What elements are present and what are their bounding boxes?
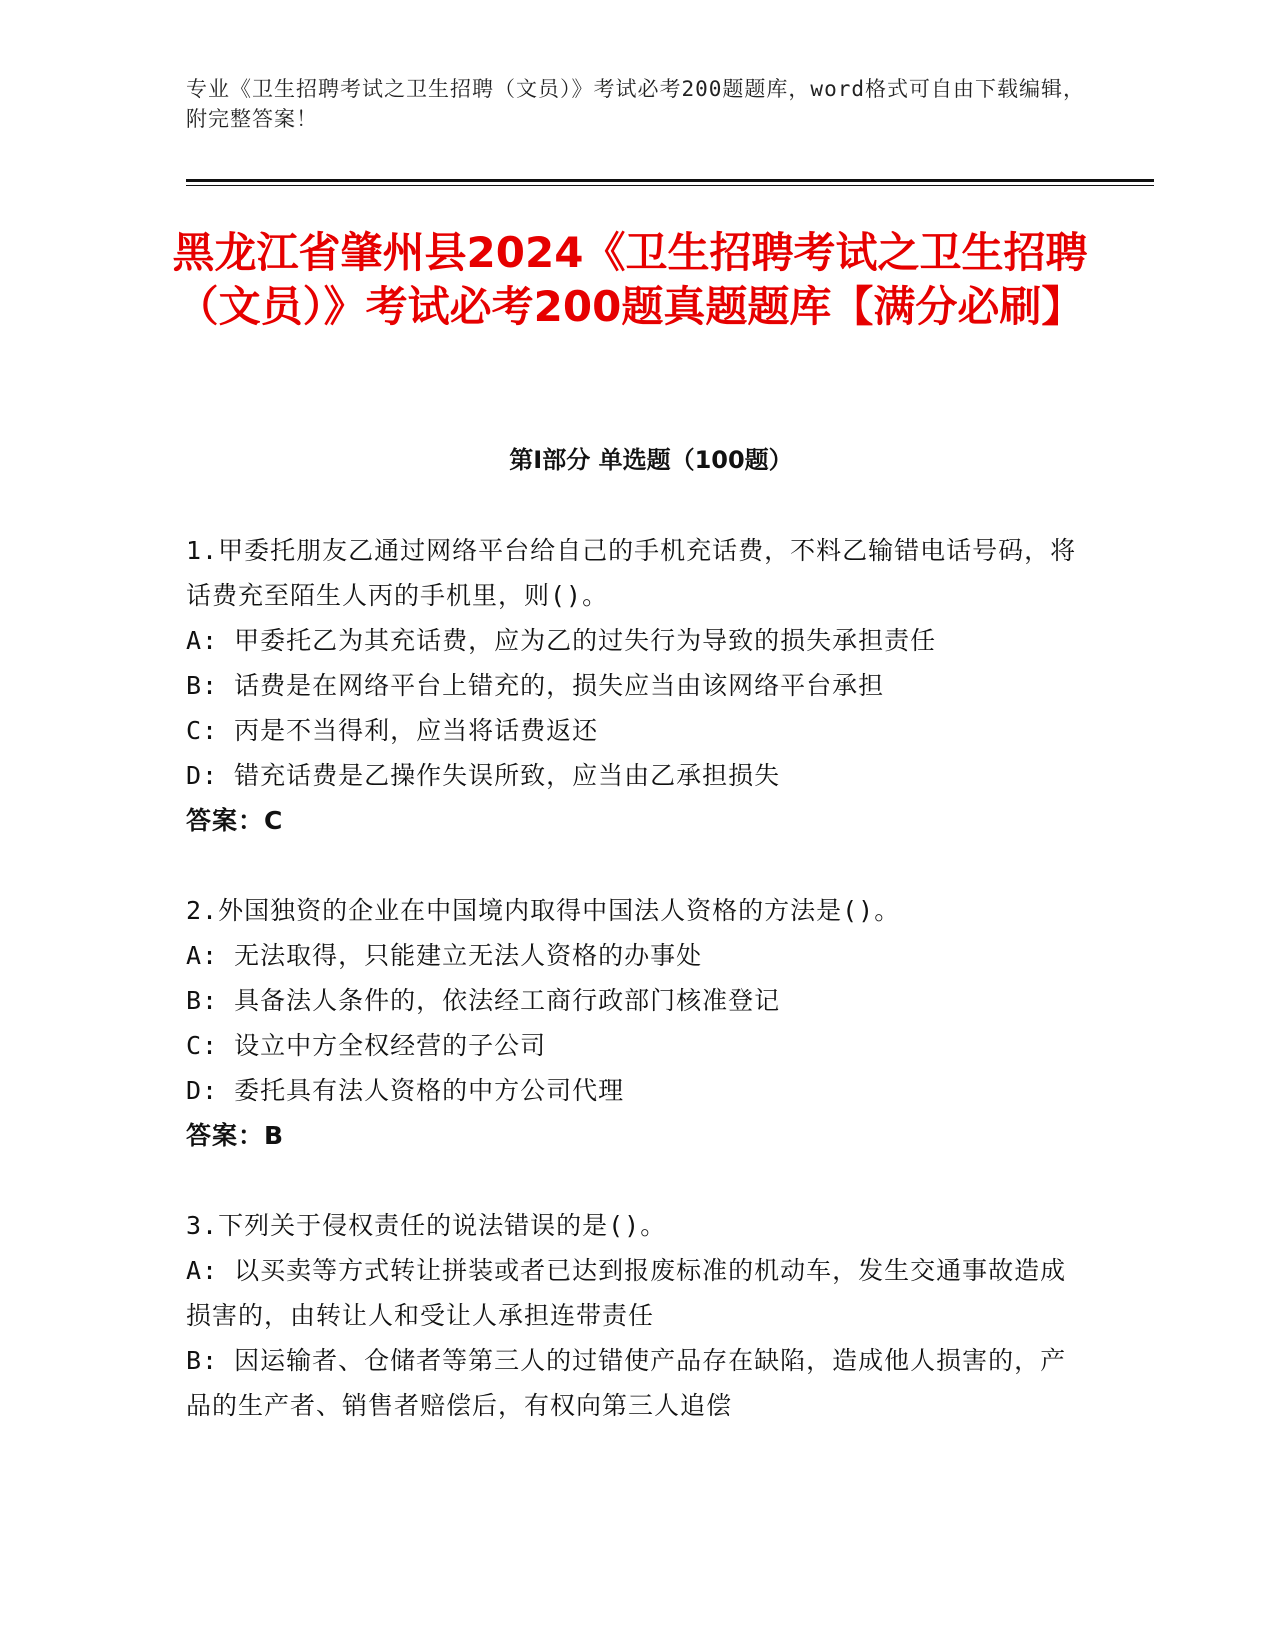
answer: 答案：B (186, 1121, 285, 1150)
question-2 (186, 888, 1086, 1158)
option-d: D: 错充话费是乙操作失误所致，应当由乙承担损失 (186, 761, 781, 790)
section-title: 第Ⅰ部分 单选题（100题） (509, 446, 793, 474)
question-3 (186, 1203, 1086, 1428)
question-stem: 1.甲委托朋友乙通过网络平台给自己的手机充话费，不料乙输错电话号码，将话费充至陌生人丙的手机里，则()。 (186, 536, 1077, 610)
question-stem: 2.外国独资的企业在中国境内取得中国法人资格的方法是()。 (186, 896, 901, 925)
option-d: D: 委托具有法人资格的中方公司代理 (186, 1076, 625, 1105)
document-title: 黑龙江省肇州县2024《卫生招聘考试之卫生招聘（文员）》考试必考200题真题题库【满分必刷】 (172, 228, 1088, 331)
header-rule-thin (186, 185, 1154, 186)
option-b: B: 因运输者、仓储者等第三人的过错使产品存在缺陷，造成他人损害的，产品的生产者、销售者赔偿后，有权向第三人追偿 (186, 1346, 1067, 1420)
option-a: A: 无法取得，只能建立无法人资格的办事处 (186, 941, 703, 970)
option-b: B: 话费是在网络平台上错充的，损失应当由该网络平台承担 (186, 671, 885, 700)
question-list (186, 528, 1086, 1473)
question-1 (186, 528, 1086, 843)
option-a: A: 甲委托乙为其充话费，应为乙的过失行为导致的损失承担责任 (186, 626, 937, 655)
header-rule-thick (186, 179, 1154, 182)
option-b: B: 具备法人条件的，依法经工商行政部门核准登记 (186, 986, 781, 1015)
option-c: C: 丙是不当得利，应当将话费返还 (186, 716, 599, 745)
option-a: A: 以买卖等方式转让拼装或者已达到报废标准的机动车，发生交通事故造成损害的，由转让人和受让人承担连带责任 (186, 1256, 1067, 1330)
header-note: 专业《卫生招聘考试之卫生招聘（文员）》考试必考200题题库，word格式可自由下载编辑，附完整答案！ (186, 77, 1085, 131)
option-c: C: 设立中方全权经营的子公司 (186, 1031, 547, 1060)
question-stem: 3.下列关于侵权责任的说法错误的是()。 (186, 1211, 667, 1240)
answer: 答案：C (186, 806, 284, 835)
